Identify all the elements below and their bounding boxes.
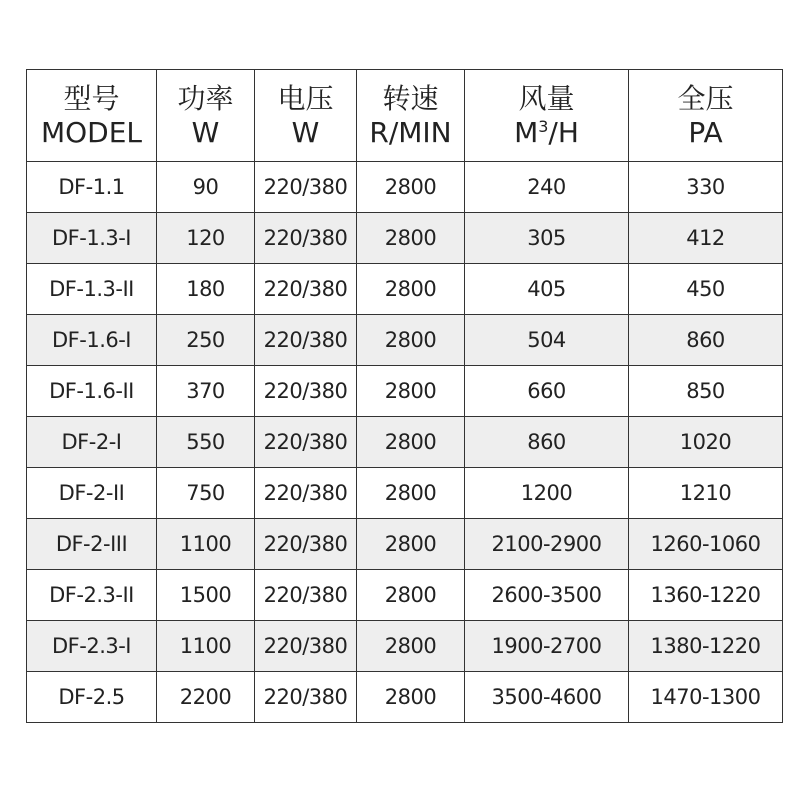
- cell-voltage: 220/380: [255, 264, 357, 315]
- airflow-unit-exponent: 3: [538, 116, 549, 136]
- table-row: [27, 570, 783, 621]
- table-row: [27, 315, 783, 366]
- cell-model: DF-1.3-II: [27, 264, 157, 315]
- table-row: [27, 366, 783, 417]
- cell-power: 1100: [157, 621, 255, 672]
- cell-speed: 2800: [357, 264, 465, 315]
- cell-voltage: 220/380: [255, 366, 357, 417]
- cell-airflow: 2100-2900: [465, 519, 629, 570]
- cell-power: 1100: [157, 519, 255, 570]
- cell-model: DF-2-III: [27, 519, 157, 570]
- cell-speed: 2800: [357, 366, 465, 417]
- header-power: [157, 70, 255, 162]
- table-row: [27, 162, 783, 213]
- table-row: [27, 621, 783, 672]
- header-voltage: [255, 70, 357, 162]
- cell-speed: 2800: [357, 570, 465, 621]
- cell-airflow: 3500-4600: [465, 672, 629, 723]
- header-model-cn: 型号: [63, 81, 120, 115]
- header-voltage-cn: 电压: [277, 81, 334, 115]
- cell-model: DF-2.5: [27, 672, 157, 723]
- cell-power: 180: [157, 264, 255, 315]
- header-voltage-unit: W: [291, 115, 320, 149]
- header-speed: [357, 70, 465, 162]
- cell-voltage: 220/380: [255, 162, 357, 213]
- cell-pressure: 1470-1300: [629, 672, 783, 723]
- header-model-en: MODEL: [40, 115, 143, 149]
- header-power-cn: 功率: [177, 81, 234, 115]
- cell-power: 90: [157, 162, 255, 213]
- header-pressure-unit: PA: [688, 115, 723, 149]
- spec-table: [26, 69, 783, 723]
- cell-airflow: 1200: [465, 468, 629, 519]
- cell-power: 250: [157, 315, 255, 366]
- cell-pressure: 1380-1220: [629, 621, 783, 672]
- cell-airflow: 240: [465, 162, 629, 213]
- cell-speed: 2800: [357, 519, 465, 570]
- cell-pressure: 1360-1220: [629, 570, 783, 621]
- cell-airflow: 860: [465, 417, 629, 468]
- cell-voltage: 220/380: [255, 570, 357, 621]
- cell-power: 1500: [157, 570, 255, 621]
- cell-model: DF-1.3-I: [27, 213, 157, 264]
- cell-voltage: 220/380: [255, 468, 357, 519]
- cell-pressure: 330: [629, 162, 783, 213]
- airflow-unit-per: /H: [548, 115, 579, 149]
- airflow-unit-base: M: [514, 115, 539, 149]
- table-row: [27, 213, 783, 264]
- header-speed-unit: R/MIN: [369, 115, 452, 149]
- cell-voltage: 220/380: [255, 213, 357, 264]
- cell-speed: 2800: [357, 213, 465, 264]
- cell-model: DF-1.6-I: [27, 315, 157, 366]
- cell-speed: 2800: [357, 417, 465, 468]
- cell-power: 120: [157, 213, 255, 264]
- cell-voltage: 220/380: [255, 672, 357, 723]
- table-row: [27, 417, 783, 468]
- cell-model: DF-1.1: [27, 162, 157, 213]
- cell-model: DF-1.6-II: [27, 366, 157, 417]
- cell-pressure: 1260-1060: [629, 519, 783, 570]
- cell-speed: 2800: [357, 162, 465, 213]
- header-airflow-unit: [465, 116, 628, 150]
- table-row: [27, 264, 783, 315]
- header-pressure: [629, 70, 783, 162]
- cell-pressure: 1210: [629, 468, 783, 519]
- cell-airflow: 405: [465, 264, 629, 315]
- cell-speed: 2800: [357, 468, 465, 519]
- cell-pressure: 450: [629, 264, 783, 315]
- cell-model: DF-2-I: [27, 417, 157, 468]
- cell-power: 550: [157, 417, 255, 468]
- header-power-unit: W: [191, 115, 220, 149]
- cell-speed: 2800: [357, 672, 465, 723]
- cell-pressure: 860: [629, 315, 783, 366]
- cell-pressure: 1020: [629, 417, 783, 468]
- cell-airflow: 2600-3500: [465, 570, 629, 621]
- cell-pressure: 850: [629, 366, 783, 417]
- table-row: [27, 468, 783, 519]
- cell-voltage: 220/380: [255, 315, 357, 366]
- cell-speed: 2800: [357, 315, 465, 366]
- cell-airflow: 1900-2700: [465, 621, 629, 672]
- cell-power: 750: [157, 468, 255, 519]
- cell-power: 2200: [157, 672, 255, 723]
- table-row: [27, 672, 783, 723]
- cell-model: DF-2-II: [27, 468, 157, 519]
- header-row: [27, 70, 783, 162]
- header-airflow: [465, 70, 629, 162]
- cell-model: DF-2.3-I: [27, 621, 157, 672]
- cell-power: 370: [157, 366, 255, 417]
- cell-airflow: 305: [465, 213, 629, 264]
- cell-airflow: 504: [465, 315, 629, 366]
- header-airflow-cn: 风量: [518, 81, 575, 115]
- cell-speed: 2800: [357, 621, 465, 672]
- table-row: [27, 519, 783, 570]
- cell-pressure: 412: [629, 213, 783, 264]
- cell-model: DF-2.3-II: [27, 570, 157, 621]
- header-speed-cn: 转速: [382, 81, 439, 115]
- table-body: [27, 162, 783, 723]
- header-pressure-cn: 全压: [677, 81, 734, 115]
- cell-airflow: 660: [465, 366, 629, 417]
- cell-voltage: 220/380: [255, 417, 357, 468]
- cell-voltage: 220/380: [255, 519, 357, 570]
- header-model: [27, 70, 157, 162]
- cell-voltage: 220/380: [255, 621, 357, 672]
